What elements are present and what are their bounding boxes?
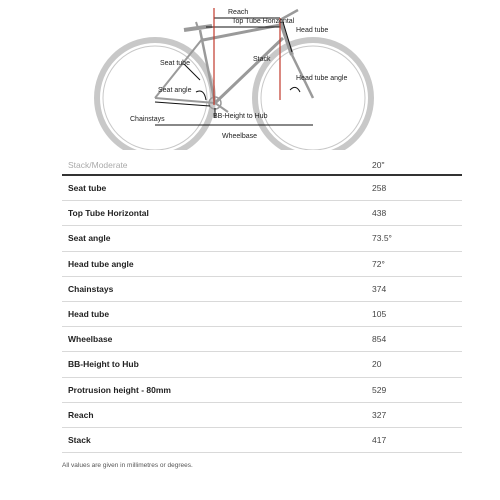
row-value: 327 <box>372 409 387 420</box>
table-header <box>62 154 462 176</box>
row-label: Head tube angle <box>68 258 134 269</box>
row-value: 529 <box>372 384 387 395</box>
table-row <box>62 176 462 201</box>
seat-angle-label: Seat angle <box>158 87 192 94</box>
row-label: Head tube <box>68 308 110 319</box>
row-value: 72° <box>372 258 385 269</box>
seat-tube-label: Seat tube <box>160 60 190 67</box>
row-label: Protrusion height - 80mm <box>68 384 171 395</box>
bb-height-to-hub-label: BB-Height to Hub <box>213 113 268 120</box>
geometry-table <box>62 154 462 453</box>
table-row <box>62 428 462 453</box>
row-value: 854 <box>372 334 387 345</box>
table-row <box>62 252 462 277</box>
head-tube-angle-label: Head tube angle <box>296 75 348 82</box>
table-row <box>62 352 462 377</box>
table-row <box>62 378 462 403</box>
row-label: Wheelbase <box>68 334 113 345</box>
table-row <box>62 403 462 428</box>
table-row <box>62 226 462 251</box>
table-row <box>62 327 462 352</box>
units-footnote: All values are given in millimetres or degrees. <box>62 462 193 469</box>
row-value: 438 <box>372 208 387 219</box>
size-label: Stack/Moderate <box>68 160 128 170</box>
rear-wheel <box>97 40 213 150</box>
row-label: Seat tube <box>68 183 107 193</box>
table-row <box>62 201 462 226</box>
head-tube-label: Head tube <box>296 27 329 34</box>
size-value: 20" <box>372 160 385 170</box>
row-label: BB-Height to Hub <box>68 359 139 370</box>
table-row <box>62 302 462 327</box>
wheelbase-label: Wheelbase <box>222 133 258 140</box>
row-value: 20 <box>372 359 382 370</box>
front-wheel <box>255 40 371 150</box>
reach-label: Reach <box>228 9 249 16</box>
row-label: Reach <box>68 409 94 420</box>
row-label: Top Tube Horizontal <box>68 208 149 219</box>
row-value: 73.5° <box>372 233 392 244</box>
row-value: 417 <box>372 434 387 445</box>
chainstays-label: Chainstays <box>130 116 165 123</box>
row-value: 258 <box>372 183 387 193</box>
row-label: Seat angle <box>68 233 111 244</box>
bike-geometry-diagram <box>0 0 500 150</box>
row-value: 374 <box>372 283 387 294</box>
row-label: Stack <box>68 434 91 445</box>
top-tube-horizontal-label: Top Tube Horizontal <box>232 18 295 25</box>
table-row <box>62 277 462 302</box>
stack-label: Stack <box>253 56 271 63</box>
row-label: Chainstays <box>68 283 114 294</box>
row-value: 105 <box>372 308 387 319</box>
